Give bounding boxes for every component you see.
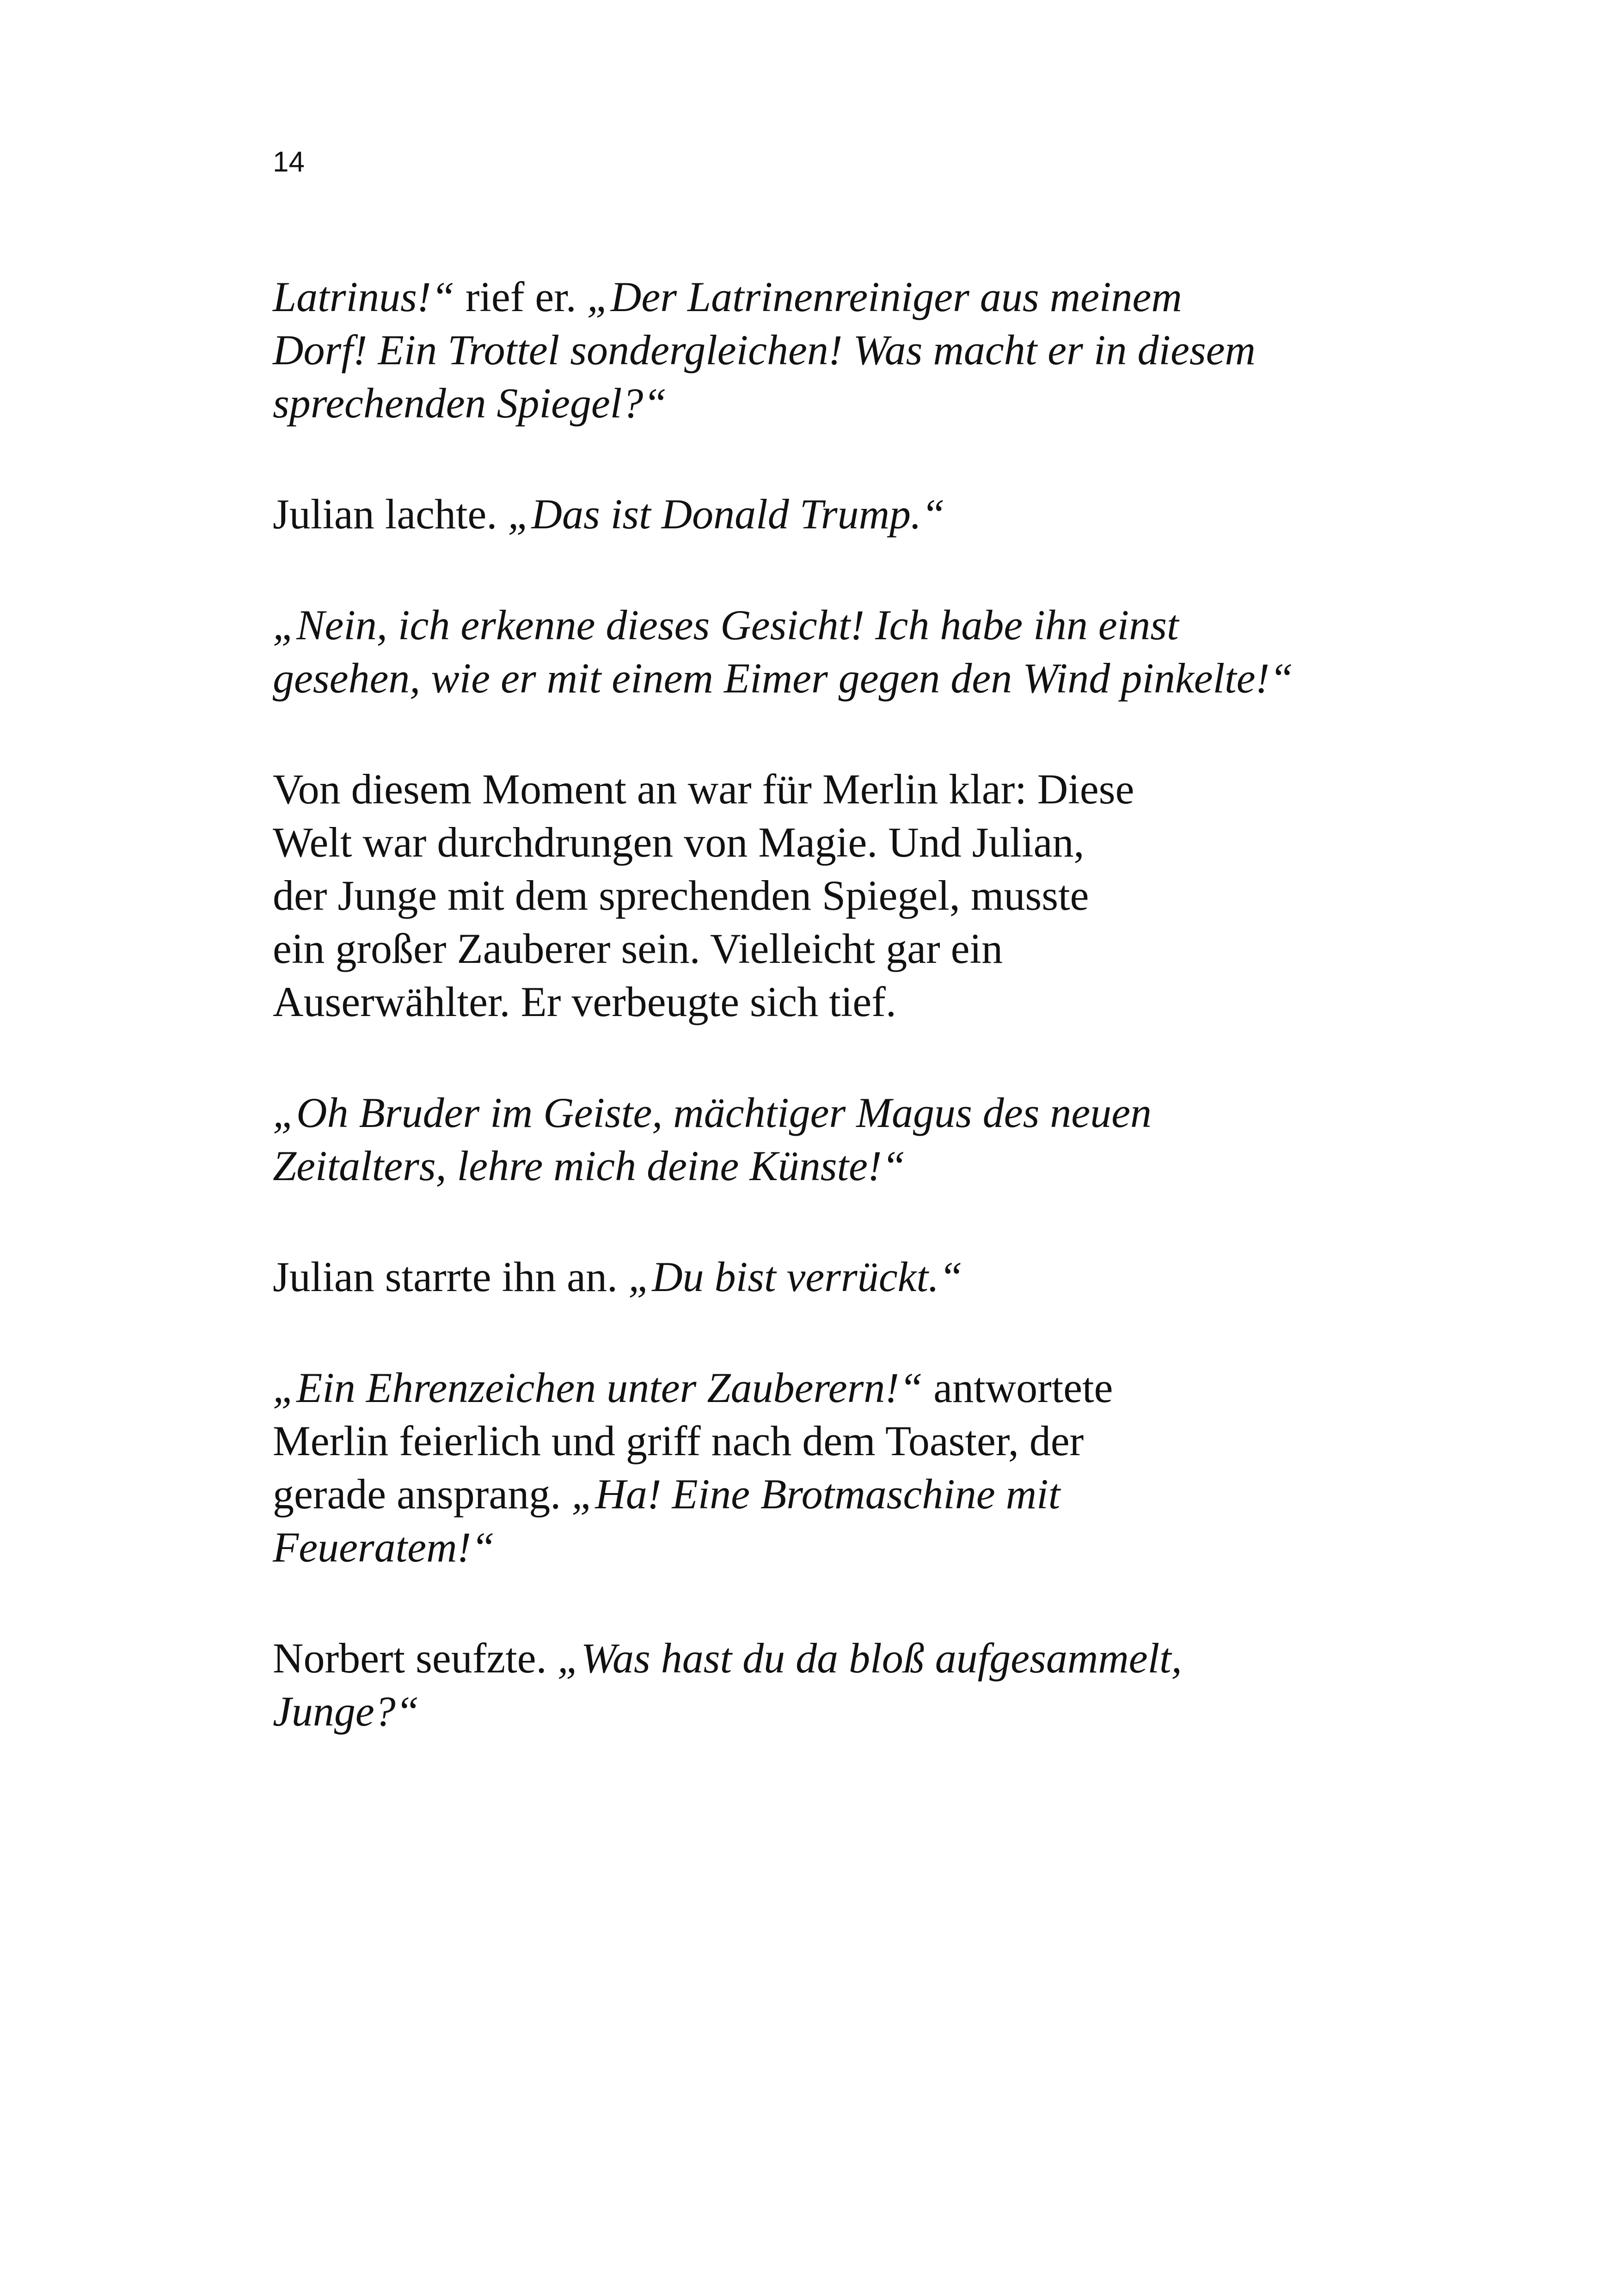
text-segment: Welt war durchdrungen von Magie. Und Julian, xyxy=(273,819,1085,866)
text-line xyxy=(273,869,1354,922)
text-segment: Von diesem Moment an war für Merlin klar: Diese xyxy=(273,765,1134,813)
paragraph xyxy=(273,1086,1354,1193)
text-segment: Norbert seufzte. xyxy=(273,1635,558,1682)
text-segment: Auserwählter. Er verbeugte sich tief. xyxy=(273,978,896,1025)
text-segment: Julian lachte. xyxy=(273,490,508,538)
paragraph xyxy=(273,599,1354,705)
paragraph xyxy=(273,1361,1354,1574)
text-segment: rief er. xyxy=(454,273,587,320)
text-segment: ein großer Zauberer sein. Vielleicht gar ein xyxy=(273,925,1003,972)
italic-text-segment: „Ein Ehrenzeichen unter Zauberern!“ xyxy=(273,1364,923,1411)
text-line xyxy=(273,270,1354,324)
paragraph xyxy=(273,763,1354,1029)
text-line xyxy=(273,975,1354,1029)
italic-text-segment: „Der Latrinenreiniger aus meinem xyxy=(587,273,1182,320)
paragraph xyxy=(273,488,1354,541)
text-line xyxy=(273,1139,1354,1193)
italic-text-segment: Latrinus!“ xyxy=(273,273,455,320)
text-segment: der Junge mit dem sprechenden Spiegel, musste xyxy=(273,872,1089,919)
paragraph xyxy=(273,1632,1354,1738)
italic-text-segment: Zeitalters, lehre mich deine Künste!“ xyxy=(273,1142,906,1189)
italic-text-segment: Dorf! Ein Trottel sondergleichen! Was macht er in diesem xyxy=(273,326,1256,373)
italic-text-segment: „Das ist Donald Trump.“ xyxy=(508,490,945,538)
page-number: 14 xyxy=(273,146,305,178)
italic-text-segment: „Ha! Eine Brotmaschine mit xyxy=(571,1470,1060,1518)
paragraph xyxy=(273,270,1354,430)
text-line xyxy=(273,1086,1354,1139)
text-line xyxy=(273,488,1354,541)
text-line xyxy=(273,1361,1354,1414)
text-segment: Julian starrte ihn an. xyxy=(273,1253,629,1300)
text-line xyxy=(273,816,1354,869)
text-line xyxy=(273,652,1354,705)
italic-text-segment: „Nein, ich erkenne dieses Gesicht! Ich habe ihn einst xyxy=(273,601,1179,649)
body-text xyxy=(273,270,1354,1796)
italic-text-segment: „Was hast du da bloß aufgesammelt, xyxy=(557,1635,1182,1682)
italic-text-segment: gesehen, wie er mit einem Eimer gegen den Wind pinkelte!“ xyxy=(273,655,1293,702)
text-line xyxy=(273,1685,1354,1738)
italic-text-segment: sprechenden Spiegel?“ xyxy=(273,380,667,427)
text-line xyxy=(273,1250,1354,1304)
text-line xyxy=(273,324,1354,377)
text-line xyxy=(273,763,1354,816)
text-line xyxy=(273,377,1354,430)
italic-text-segment: „Oh Bruder im Geiste, mächtiger Magus des neuen xyxy=(273,1089,1152,1136)
text-line xyxy=(273,1632,1354,1685)
text-line xyxy=(273,1468,1354,1521)
italic-text-segment: Junge?“ xyxy=(273,1688,419,1735)
text-line xyxy=(273,599,1354,652)
italic-text-segment: „Du bist verrückt.“ xyxy=(628,1253,963,1300)
paragraph xyxy=(273,1250,1354,1304)
text-segment: antwortete xyxy=(923,1364,1113,1411)
text-segment: Merlin feierlich und griff nach dem Toaster, der xyxy=(273,1417,1084,1464)
text-line xyxy=(273,1521,1354,1574)
text-line xyxy=(273,922,1354,975)
italic-text-segment: Feueratem!“ xyxy=(273,1524,495,1571)
text-segment: gerade ansprang. xyxy=(273,1470,572,1518)
text-line xyxy=(273,1414,1354,1468)
